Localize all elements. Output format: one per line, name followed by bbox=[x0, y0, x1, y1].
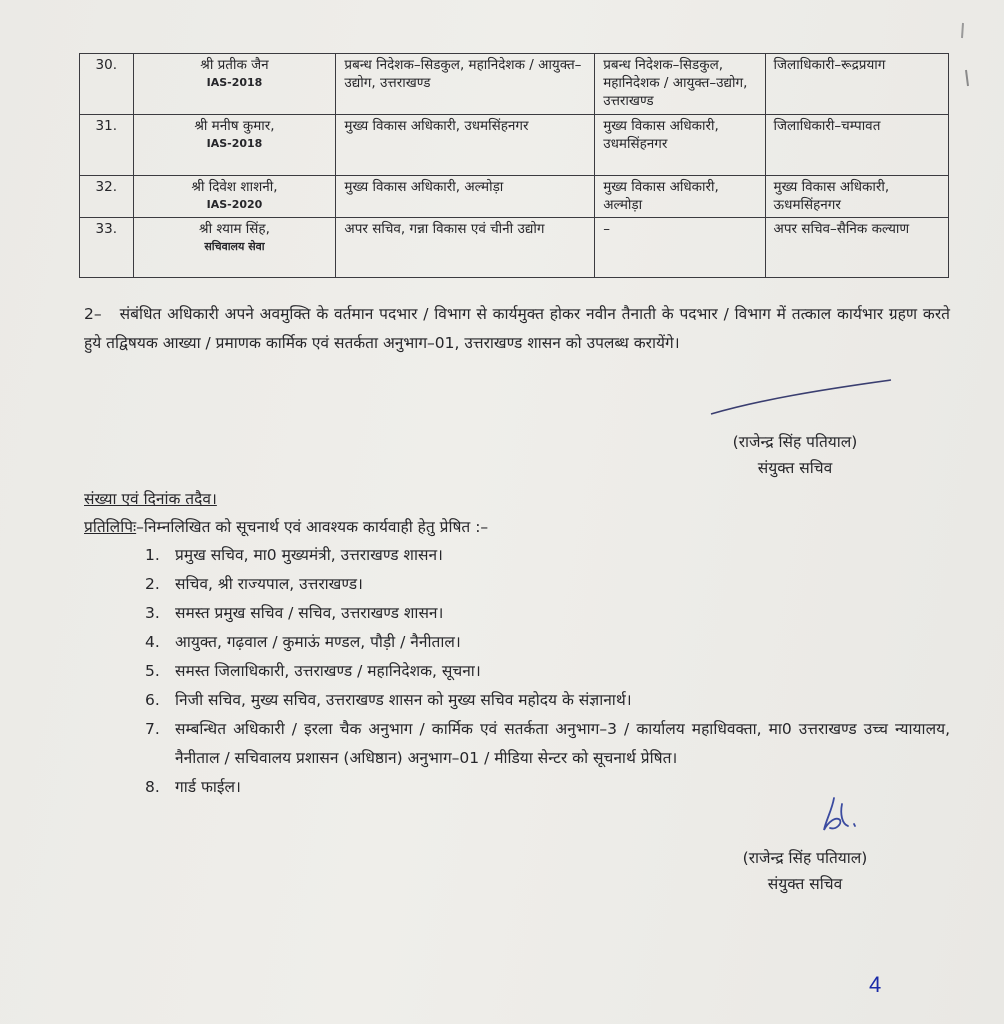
new-posting: जिलाधिकारी–चम्पावत bbox=[765, 115, 948, 176]
item-number: 6. bbox=[145, 691, 160, 709]
reference-line: संख्या एवं दिनांक तदैव। bbox=[84, 490, 217, 508]
officer-cell bbox=[133, 115, 336, 176]
list-item bbox=[145, 541, 950, 570]
signature-block-2 bbox=[700, 845, 910, 897]
copy-recipient-list bbox=[145, 541, 950, 802]
table-row bbox=[80, 218, 949, 278]
additional-charge: – bbox=[595, 218, 765, 278]
officer-cell bbox=[133, 176, 336, 218]
list-item bbox=[145, 570, 950, 599]
officer-service: IAS-2020 bbox=[206, 198, 263, 211]
copy-to-intro: –निम्नलिखित को सूचनार्थ एवं आवश्यक कार्यवाही हेतु प्रेषित :– bbox=[136, 518, 489, 536]
item-number: 1. bbox=[145, 546, 160, 564]
item-text: समस्त जिलाधिकारी, उत्तराखण्ड / महानिदेशक, सूचना। bbox=[175, 662, 481, 680]
serial-number: 31. bbox=[80, 115, 134, 176]
new-posting: मुख्य विकास अधिकारी, ऊधमसिंहनगर bbox=[765, 176, 948, 218]
page-number: 4 bbox=[869, 972, 882, 997]
paragraph-2 bbox=[84, 300, 950, 358]
officer-cell bbox=[133, 54, 336, 115]
officer-name: श्री प्रतीक जैन bbox=[200, 57, 269, 73]
current-post: मुख्य विकास अधिकारी, उधमसिंहनगर bbox=[336, 115, 595, 176]
list-item bbox=[145, 628, 950, 657]
posting-table-body bbox=[80, 54, 949, 278]
new-posting: जिलाधिकारी–रूद्रप्रयाग bbox=[765, 54, 948, 115]
current-post: प्रबन्ध निदेशक–सिडकुल, महानिदेशक / आयुक्त–उद्योग, उत्तराखण्ड bbox=[336, 54, 595, 115]
table-row bbox=[80, 54, 949, 115]
list-item bbox=[145, 599, 950, 628]
item-number: 2. bbox=[145, 575, 160, 593]
item-text: प्रमुख सचिव, मा0 मुख्यमंत्री, उत्तराखण्ड शासन। bbox=[175, 546, 443, 564]
copy-to-heading bbox=[84, 513, 488, 542]
table-row bbox=[80, 115, 949, 176]
copy-to-label: प्रतिलिपिः bbox=[84, 518, 137, 536]
serial-number: 33. bbox=[80, 218, 134, 278]
paper-edge-mark bbox=[958, 20, 972, 90]
signature-block-1 bbox=[690, 429, 900, 481]
current-post: अपर सचिव, गन्ना विकास एवं चीनी उद्योग bbox=[336, 218, 595, 278]
officer-name: श्री मनीष कुमार, bbox=[194, 118, 275, 134]
officer-name: श्री दिवेश शाशनी, bbox=[191, 179, 278, 195]
item-text: सम्बन्धित अधिकारी / इरला चैक अनुभाग / कार्मिक एवं सतर्कता अनुभाग–3 / कार्यालय महाधिवक्ता, मा0 उत्तराखण्ड उच्च न्यायालय, नैनीताल / सचिवालय प्रशासन (अधिष्ठान) अनुभाग–01 / मीडिया सेन्टर को सूचनार्थ प्रेषित। bbox=[175, 720, 950, 767]
list-item bbox=[145, 715, 950, 773]
item-number: 3. bbox=[145, 604, 160, 622]
signatory-name: (राजेन्द्र सिंह पतियाल) bbox=[732, 433, 858, 451]
item-text: आयुक्त, गढ़वाल / कुमाऊं मण्डल, पौड़ी / नैनीताल। bbox=[175, 633, 461, 651]
additional-charge: प्रबन्ध निदेशक–सिडकुल, महानिदेशक / आयुक्त–उद्योग, उत्तराखण्ड bbox=[595, 54, 765, 115]
officer-service: सचिवालय सेवा bbox=[204, 240, 265, 253]
officer-cell bbox=[133, 218, 336, 278]
item-number: 7. bbox=[145, 720, 160, 738]
additional-charge: मुख्य विकास अधिकारी, उधमसिंहनगर bbox=[595, 115, 765, 176]
list-item bbox=[145, 686, 950, 715]
item-number: 8. bbox=[145, 778, 160, 796]
paragraph-text: संबंधित अधिकारी अपने अवमुक्ति के वर्तमान पदभार / विभाग से कार्यमुक्त होकर नवीन तैनाती के पदभार / विभाग में तत्काल कार्यभार ग्रहण करते हुये तद्विषयक आख्या / प्रमाणक कार्मिक एवं सतर्कता अनुभाग–01, उत्तराखण्ड शासन को उपलब्ध करायेंगे। bbox=[84, 305, 950, 352]
officer-service: IAS-2018 bbox=[206, 76, 263, 89]
officer-name: श्री श्याम सिंह, bbox=[199, 221, 270, 237]
signatory-designation: संयुक्त सचिव bbox=[757, 459, 833, 477]
item-text: समस्त प्रमुख सचिव / सचिव, उत्तराखण्ड शासन। bbox=[175, 604, 444, 622]
item-text: सचिव, श्री राज्यपाल, उत्तराखण्ड। bbox=[175, 575, 363, 593]
new-posting: अपर सचिव–सैनिक कल्याण bbox=[765, 218, 948, 278]
item-text: निजी सचिव, मुख्य सचिव, उत्तराखण्ड शासन को मुख्य सचिव महोदय के संज्ञानार्थ। bbox=[175, 691, 632, 709]
officer-service: IAS-2018 bbox=[206, 137, 263, 150]
signatory-designation: संयुक्त सचिव bbox=[767, 875, 843, 893]
table-row bbox=[80, 176, 949, 218]
item-number: 5. bbox=[145, 662, 160, 680]
serial-number: 32. bbox=[80, 176, 134, 218]
item-number: 4. bbox=[145, 633, 160, 651]
current-post: मुख्य विकास अधिकारी, अल्मोड़ा bbox=[336, 176, 595, 218]
signatory-name: (राजेन्द्र सिंह पतियाल) bbox=[742, 849, 868, 867]
list-item bbox=[145, 657, 950, 686]
handwritten-initial bbox=[812, 790, 872, 840]
signature-stroke bbox=[709, 378, 893, 418]
additional-charge: मुख्य विकास अधिकारी, अल्मोड़ा bbox=[595, 176, 765, 218]
serial-number: 30. bbox=[80, 54, 134, 115]
posting-table bbox=[79, 53, 949, 278]
paragraph-number: 2– bbox=[84, 305, 102, 323]
item-text: गार्ड फाईल। bbox=[175, 778, 241, 796]
